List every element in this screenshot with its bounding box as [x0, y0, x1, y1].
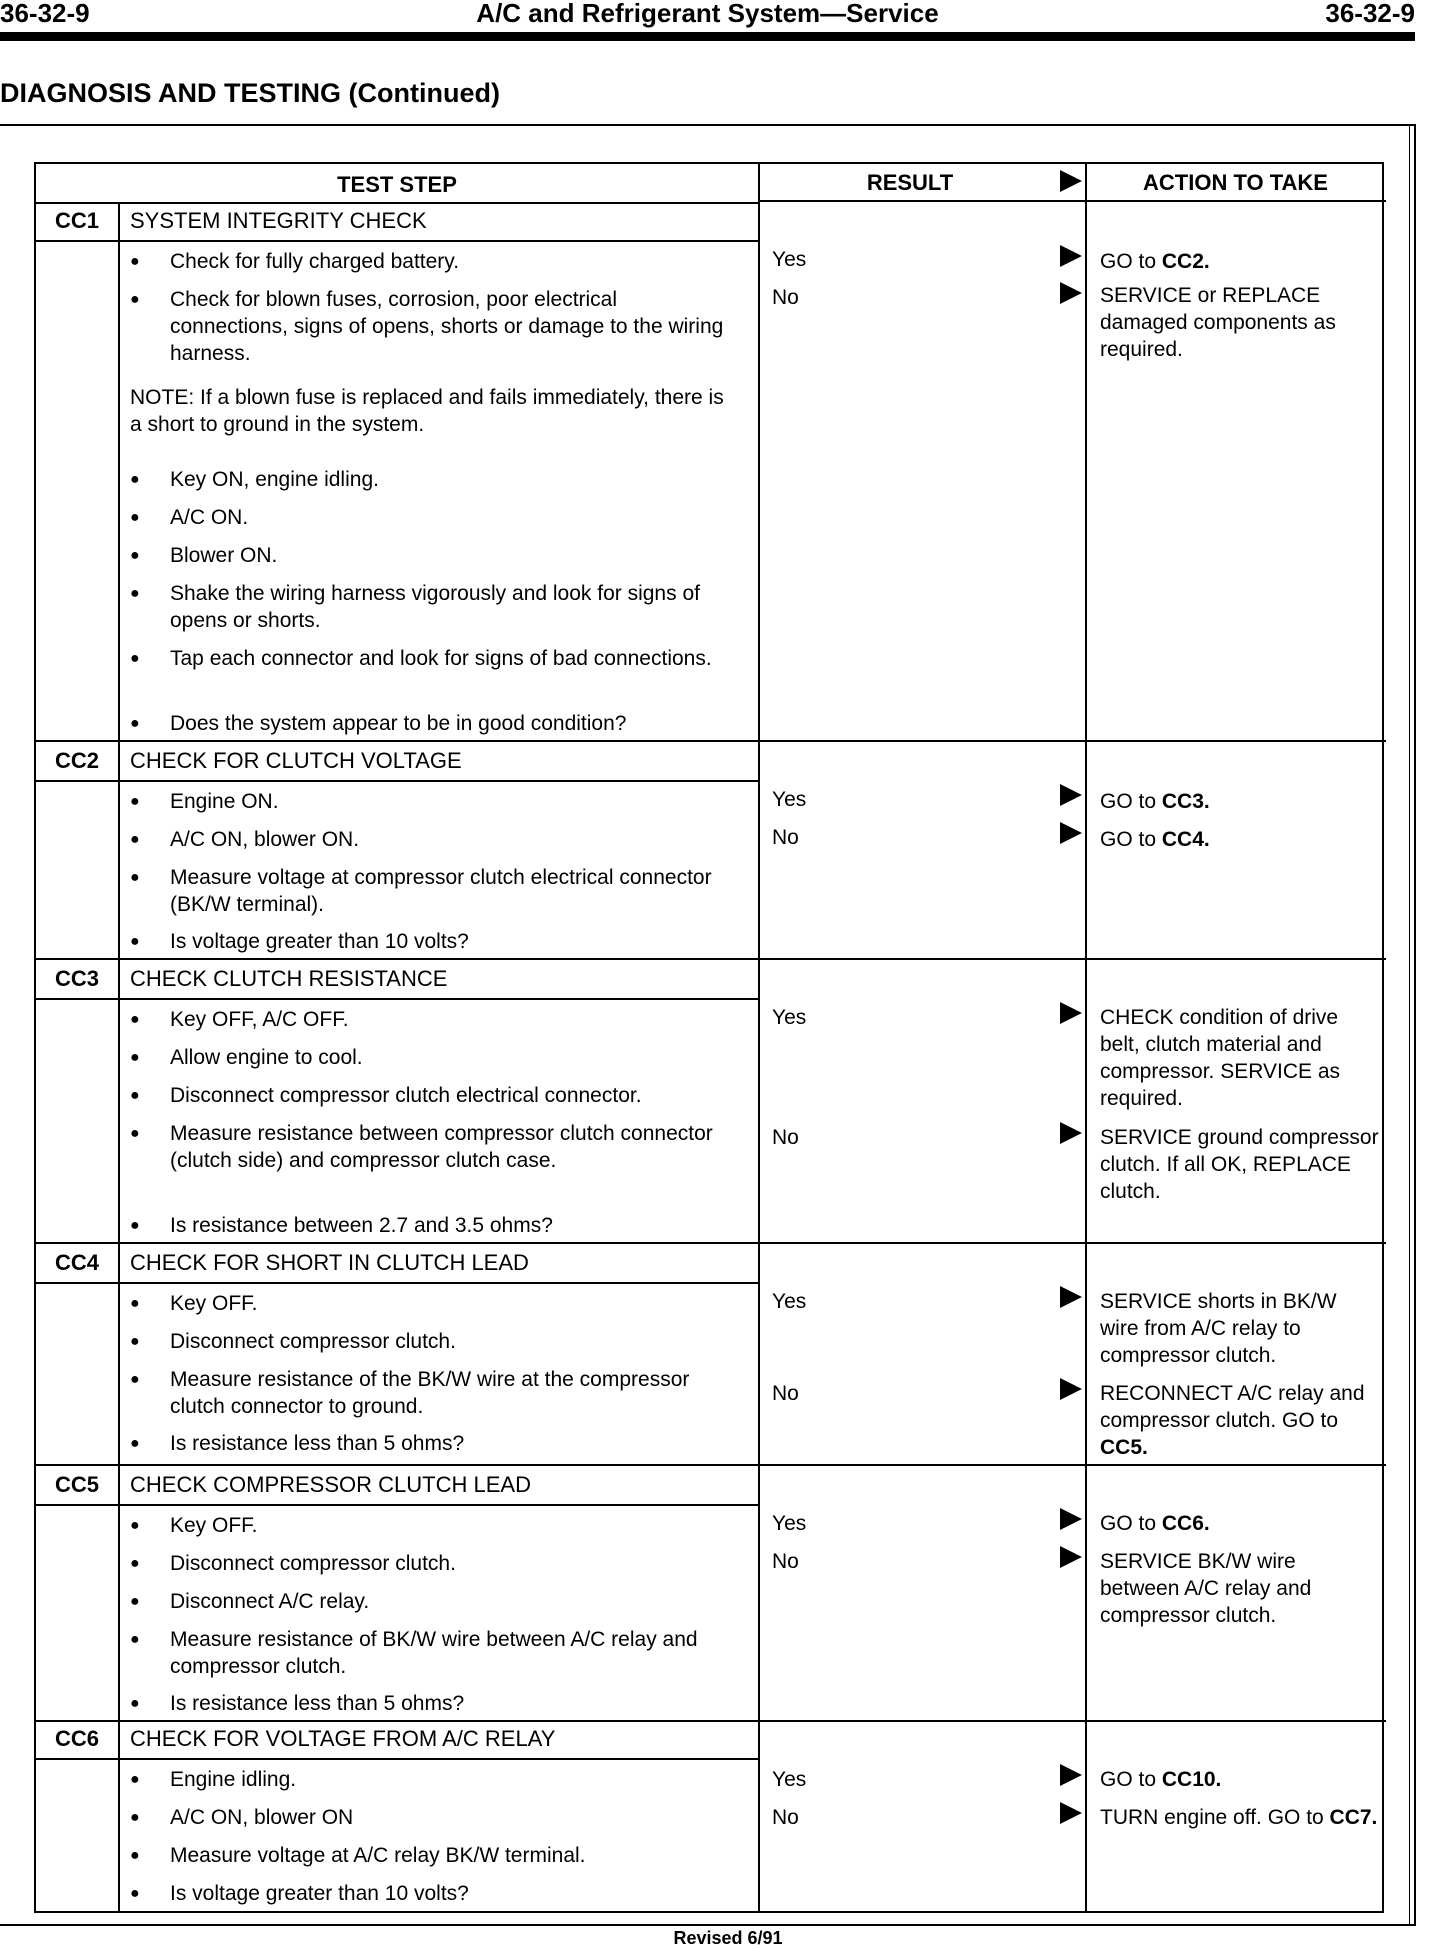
step-bullet: ● Measure voltage at A/C relay BK/W terminal. — [130, 1842, 770, 1869]
action-text: SERVICE or REPLACE damaged components as required. — [1100, 284, 1336, 361]
step-note: NOTE: If a blown fuse is replaced and fails immediately, there is a short to ground in the system. — [130, 386, 724, 436]
step-bullet: ● Check for blown fuses, corrosion, poor electrical connections, signs of opens, shorts or damage to the wiring harness. — [130, 286, 730, 367]
row-divider — [36, 780, 758, 782]
arrow-icon — [1060, 1546, 1082, 1568]
header-rule — [0, 32, 1415, 41]
row-divider — [36, 998, 758, 1000]
diagnosis-table — [34, 162, 1384, 1913]
step-code: CC5 — [54, 1472, 99, 1497]
step-title: CHECK FOR CLUTCH VOLTAGE — [130, 748, 462, 773]
result-no: No — [772, 1382, 799, 1405]
action-text: GO to CC4. — [1100, 828, 1210, 851]
row-divider — [758, 200, 1386, 202]
arrow-icon — [1060, 1378, 1082, 1400]
step-bullet: ● Measure voltage at compressor clutch electrical connector (BK/W terminal). — [130, 864, 730, 918]
step-title: CHECK FOR SHORT IN CLUTCH LEAD — [130, 1250, 529, 1275]
arrow-icon — [1060, 1002, 1082, 1024]
step-code: CC2 — [54, 748, 99, 773]
arrow-icon — [1060, 1764, 1082, 1786]
result-yes: Yes — [772, 1512, 807, 1535]
step-bullet: ● Blower ON. — [130, 542, 730, 569]
row-divider — [36, 1464, 1386, 1466]
action-text: GO to CC2. — [1100, 250, 1210, 273]
col-header-result: RESULT — [866, 170, 954, 195]
row-divider — [36, 1720, 1386, 1722]
step-bullet: ● Measure resistance of the BK/W wire at the compressor clutch connector to ground. — [130, 1366, 730, 1420]
step-bullet: ● Is voltage greater than 10 volts? — [130, 928, 730, 955]
step-bullet: ● Shake the wiring harness vigorously and look for signs of opens or shorts. — [130, 580, 730, 634]
step-bullet: ● Disconnect compressor clutch. — [130, 1328, 730, 1355]
step-code: CC4 — [54, 1250, 99, 1275]
step-title: CHECK CLUTCH RESISTANCE — [130, 966, 448, 991]
code-column-divider — [118, 202, 120, 1911]
action-text: RECONNECT A/C relay and compressor clutch. GO to CC5. — [1100, 1382, 1365, 1459]
step-bullet: ● Allow engine to cool. — [130, 1044, 730, 1071]
section-title: DIAGNOSIS AND TESTING (Continued) — [0, 78, 500, 108]
step-code: CC6 — [54, 1726, 99, 1751]
row-divider — [36, 1242, 1386, 1244]
arrow-icon — [1060, 822, 1082, 844]
step-bullet: ● A/C ON. — [130, 504, 730, 531]
result-yes: Yes — [772, 248, 807, 271]
result-no: No — [772, 826, 799, 849]
step-bullet: ● Disconnect compressor clutch electrical connector. — [130, 1082, 770, 1109]
action-text: SERVICE BK/W wire between A/C relay and compressor clutch. — [1100, 1550, 1312, 1627]
result-yes: Yes — [772, 1006, 807, 1029]
action-text: SERVICE ground compressor clutch. If all OK, REPLACE clutch. — [1100, 1126, 1379, 1203]
action-text: CHECK condition of drive belt, clutch material and compressor. SERVICE as required. — [1100, 1006, 1341, 1110]
action-text: GO to CC3. — [1100, 790, 1210, 813]
result-yes: Yes — [772, 1768, 807, 1791]
page-title: A/C and Refrigerant System—Service — [476, 0, 939, 28]
col-header-action: ACTION TO TAKE — [1143, 170, 1328, 195]
action-column-divider — [1085, 164, 1087, 1911]
step-bullet: ● Does the system appear to be in good condition? — [130, 710, 770, 737]
step-bullet: ● Key OFF, A/C OFF. — [130, 1006, 730, 1033]
step-bullet: ● Key OFF. — [130, 1290, 730, 1317]
action-text: SERVICE shorts in BK/W wire from A/C relay to compressor clutch. — [1100, 1290, 1337, 1367]
col-header-test-step: TEST STEP — [337, 172, 457, 197]
step-bullet: ● Key OFF. — [130, 1512, 730, 1539]
arrow-icon — [1060, 282, 1082, 304]
row-divider — [36, 202, 758, 204]
action-text: GO to CC6. — [1100, 1512, 1210, 1535]
result-no: No — [772, 286, 799, 309]
step-bullet: ● A/C ON, blower ON. — [130, 826, 730, 853]
step-bullet: ● Is resistance between 2.7 and 3.5 ohms? — [130, 1212, 770, 1239]
step-bullet: ● Disconnect compressor clutch. — [130, 1550, 730, 1577]
step-code: CC3 — [54, 966, 99, 991]
arrow-icon — [1060, 1508, 1082, 1530]
result-column-divider — [758, 164, 760, 1911]
step-bullet: ● Measure resistance of BK/W wire between A/C relay and compressor clutch. — [130, 1626, 730, 1680]
step-title: CHECK COMPRESSOR CLUTCH LEAD — [130, 1472, 531, 1497]
row-divider — [36, 1758, 758, 1760]
step-bullet: ● Disconnect A/C relay. — [130, 1588, 730, 1615]
arrow-icon — [1060, 784, 1082, 806]
arrow-icon — [1060, 1122, 1082, 1144]
revision-footer: Revised 6/91 — [673, 1928, 783, 1948]
step-bullet: ● Is voltage greater than 10 volts? — [130, 1880, 730, 1907]
arrow-icon — [1060, 1286, 1082, 1308]
result-no: No — [772, 1550, 799, 1573]
row-divider — [36, 240, 758, 242]
result-yes: Yes — [772, 788, 807, 811]
result-no: No — [772, 1806, 799, 1829]
arrow-icon — [1060, 1802, 1082, 1824]
page-number-left: 36-32-9 — [0, 0, 90, 28]
row-divider — [36, 740, 1386, 742]
step-code: CC1 — [54, 208, 99, 233]
step-bullet: ● Engine ON. — [130, 788, 730, 815]
action-text: GO to CC10. — [1100, 1768, 1222, 1791]
result-yes: Yes — [772, 1290, 807, 1313]
arrow-icon — [1060, 170, 1082, 192]
page-number-right: 36-32-9 — [1325, 0, 1415, 28]
action-text: TURN engine off. GO to CC7. — [1100, 1806, 1378, 1829]
step-bullet: ● Engine idling. — [130, 1766, 730, 1793]
row-divider — [36, 958, 1386, 960]
step-bullet: ● Is resistance less than 5 ohms? — [130, 1690, 730, 1717]
result-no: No — [772, 1126, 799, 1149]
arrow-icon — [1060, 245, 1082, 267]
step-bullet: ● Tap each connector and look for signs of bad connections. — [130, 645, 730, 672]
step-title: CHECK FOR VOLTAGE FROM A/C RELAY — [130, 1726, 556, 1751]
step-bullet: ● Check for fully charged battery. — [130, 248, 730, 275]
step-bullet: ● Key ON, engine idling. — [130, 466, 730, 493]
step-bullet: ● Is resistance less than 5 ohms? — [130, 1430, 730, 1457]
step-bullet: ● A/C ON, blower ON — [130, 1804, 730, 1831]
row-divider — [36, 1282, 758, 1284]
page-header — [0, 0, 1415, 30]
step-bullet: ● Measure resistance between compressor clutch connector (clutch side) and compressor clutch case. — [130, 1120, 730, 1174]
step-title: SYSTEM INTEGRITY CHECK — [130, 208, 427, 233]
row-divider — [36, 1504, 758, 1506]
